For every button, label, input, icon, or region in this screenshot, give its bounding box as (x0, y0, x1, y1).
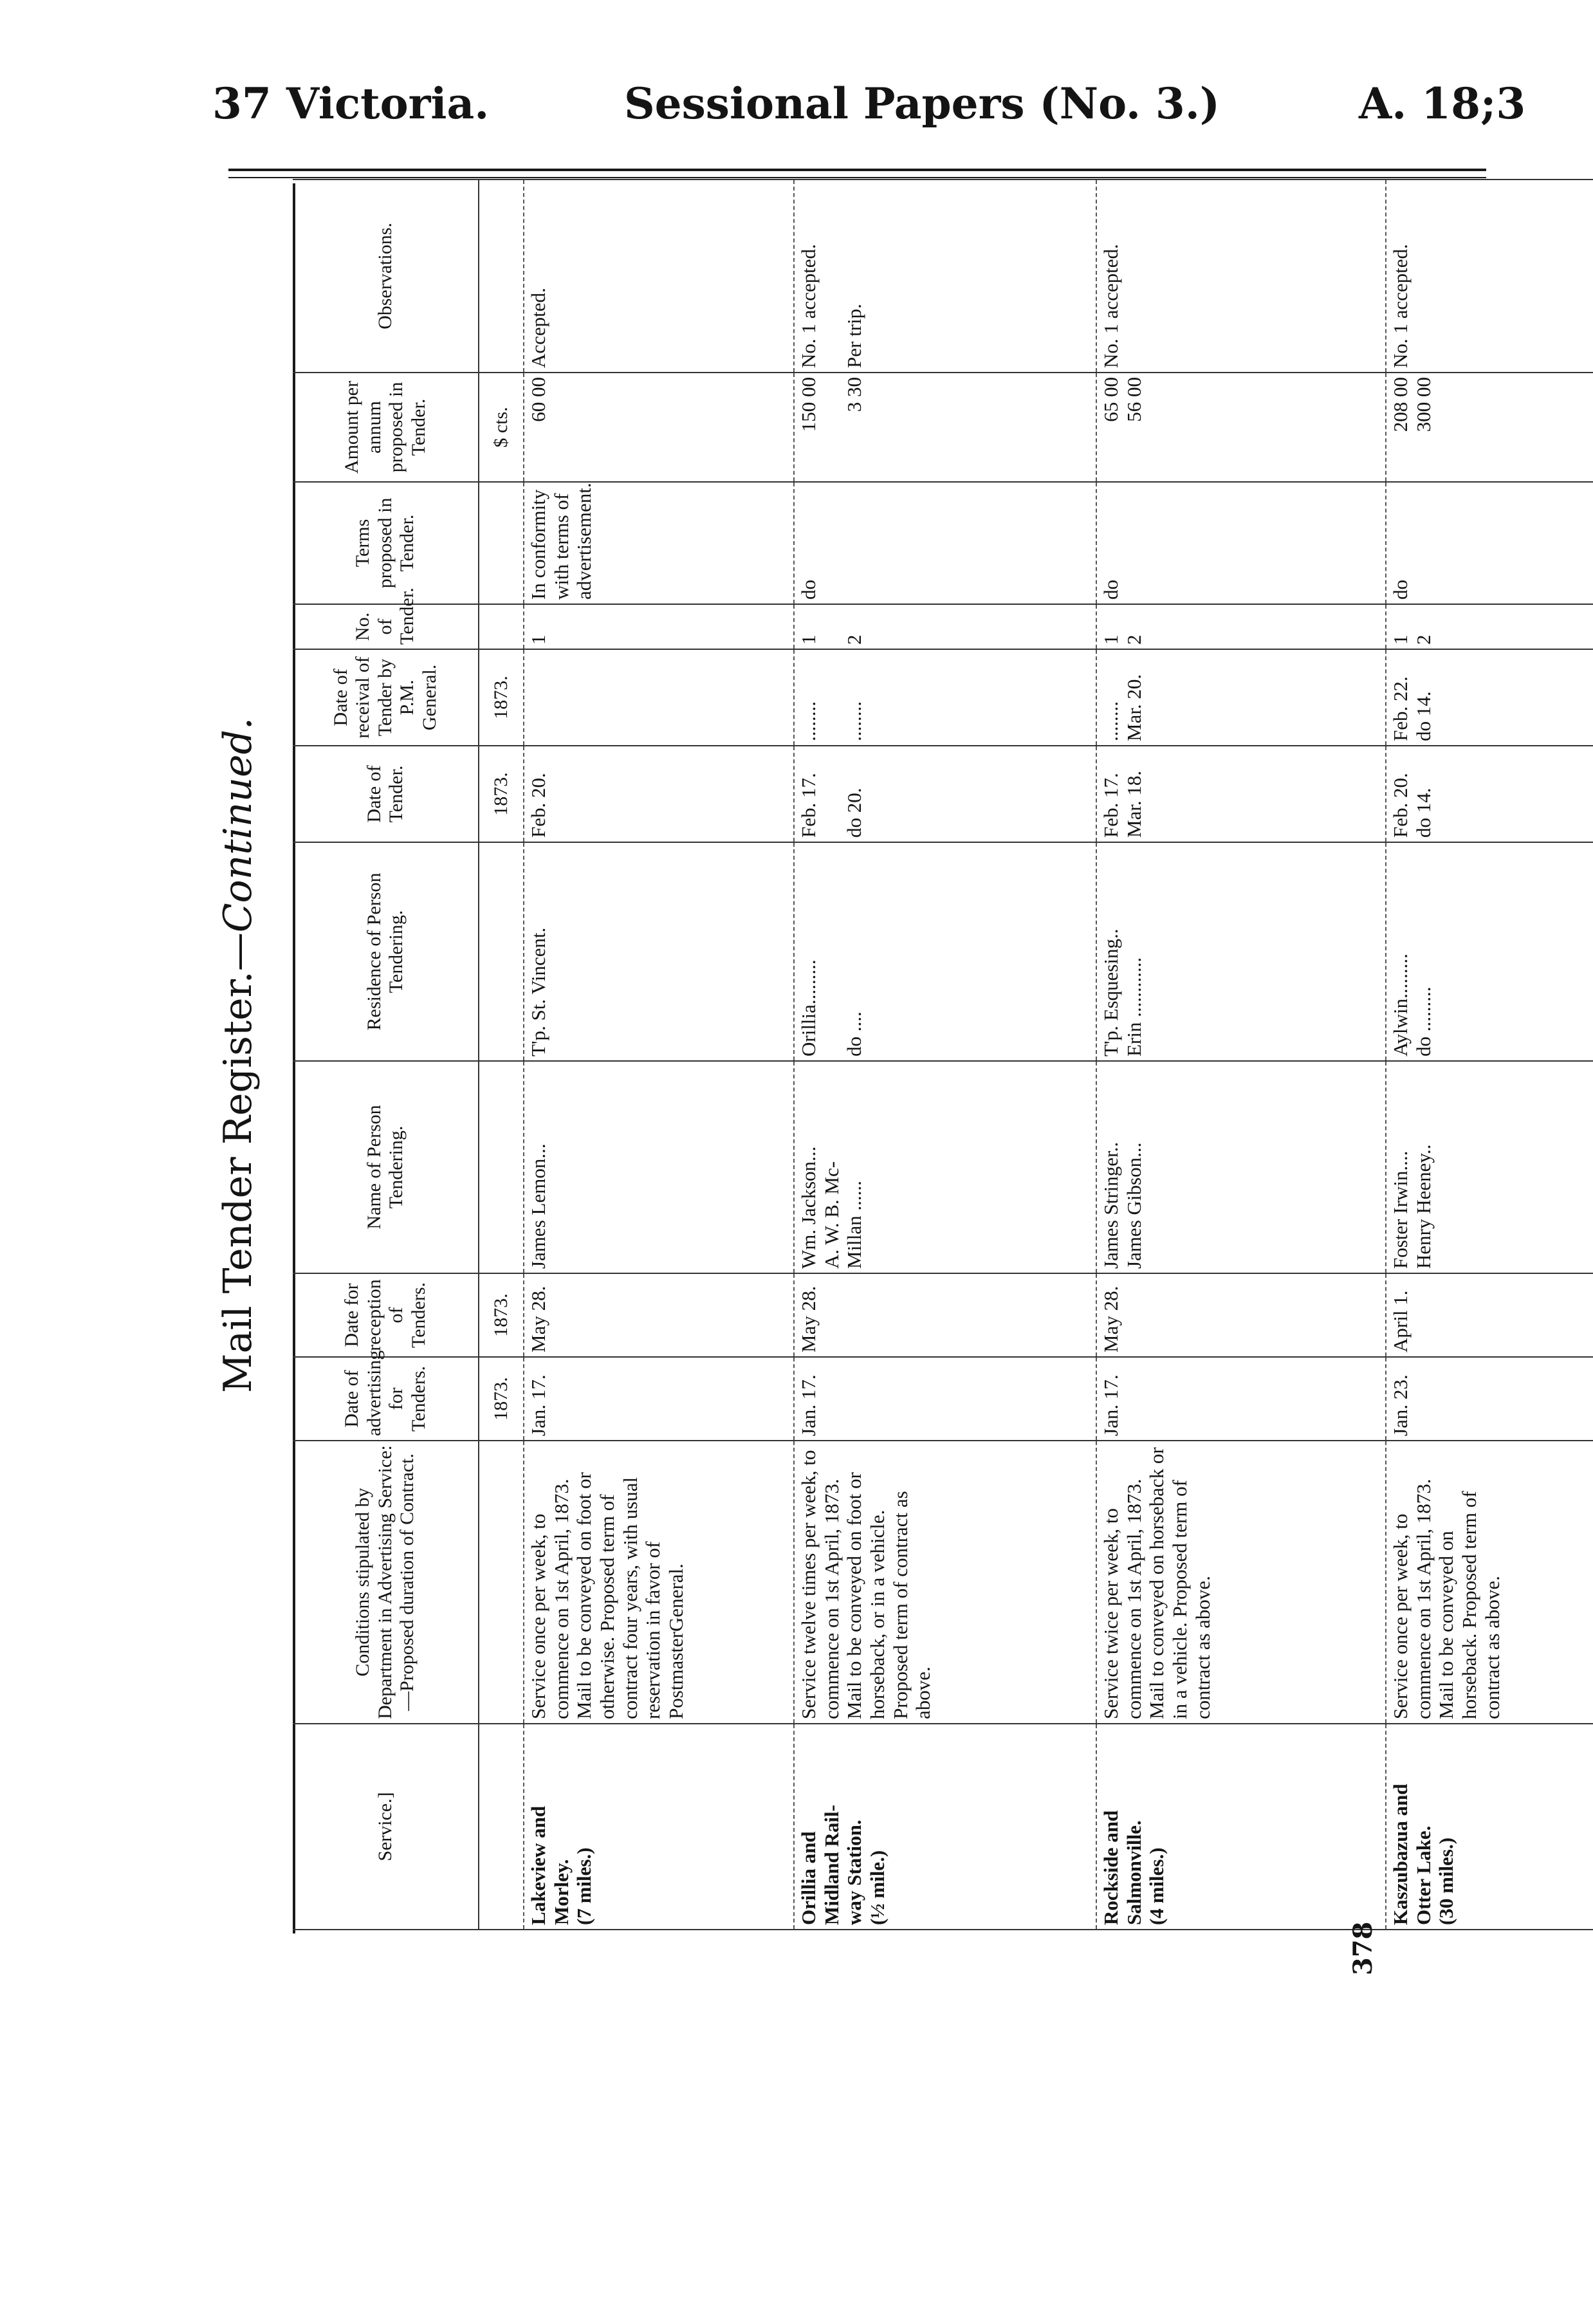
entry-amounts (524, 373, 794, 482)
entry-names-line: Millan ...... (843, 1181, 866, 1269)
header-rule-top (228, 169, 1486, 171)
col-date-receival: Date of receival of Tender by P.M. General. (293, 649, 479, 746)
entry-residences-line: T'p. Esquesing.. (1100, 928, 1122, 1056)
entry-dates-receival (524, 649, 794, 746)
entry-terms (1386, 482, 1593, 604)
rotated-register (216, 180, 1504, 1975)
entry-amounts-line: 3 30 (843, 377, 866, 412)
entry-names (524, 1061, 794, 1273)
mail-tender-table (293, 179, 1593, 1930)
entry-service-line: Morley. (549, 1859, 573, 1925)
entry-observations (524, 180, 794, 373)
title-suffix: —Continued. (216, 717, 261, 972)
col-conditions: Conditions stipulated by Department in Advertising Service:—Proposed duration of Contract. (293, 1441, 479, 1724)
entry-date-rec (1096, 1273, 1386, 1357)
entry-terms (1096, 482, 1386, 604)
title-main: Mail Tender Register. (216, 971, 261, 1393)
entry-dates-tender (524, 746, 794, 842)
entry-date-rec-text: May 28. (527, 1286, 549, 1352)
entry-dates-receival-line: ........ (843, 701, 866, 741)
entry-residences-line: T'p. St. Vincent. (527, 927, 549, 1056)
page-number: 378 (1348, 1921, 1378, 1975)
entry-service-line: Midland Rail- (820, 1805, 843, 1925)
entry-amounts-line: 150 00 (797, 377, 820, 432)
entry-terms-text: do (1389, 580, 1412, 600)
entry-residences-line: do .... (843, 1011, 866, 1056)
header-left: 37 Victoria. (212, 78, 490, 129)
entry-dates-tender (1386, 746, 1593, 842)
entry-service (1096, 1724, 1386, 1930)
entry-conditions-text: Service once per week, to commence on 1st April, 1873. Mail to be conveyed on horseback. Proposed term of contract as above. (1389, 1479, 1504, 1719)
entry-nos-line: 1 (797, 634, 820, 645)
entry-observations (1386, 180, 1593, 373)
entry-dates-receival (794, 649, 1096, 746)
entry-date-rec-text: May 28. (797, 1286, 820, 1352)
table-row (1386, 180, 1593, 1930)
entry-dates-receival-line: Feb. 22. (1389, 676, 1412, 741)
entry-dates-receival-line (820, 654, 843, 741)
entry-service-line: Kaszubazua and (1389, 1784, 1412, 1925)
entry-nos (794, 604, 1096, 649)
entry-dates-tender-line: Feb. 20. (527, 773, 549, 838)
unit-row (479, 180, 524, 1930)
col-service: Service.] (293, 1724, 479, 1930)
entry-amounts-line: 60 00 (527, 377, 549, 422)
entry-dates-tender-line: Feb. 17. (797, 773, 820, 838)
entry-date-adv-text: Jan. 17. (527, 1374, 549, 1436)
col-no-tender: No. of Tender. (293, 604, 479, 649)
entry-date-adv (1386, 1357, 1593, 1441)
unit-amount: $ cts. (479, 373, 524, 482)
entry-service-line: Salmonville. (1122, 1820, 1145, 1925)
entry-dates-tender-line: do 20. (843, 788, 866, 838)
entry-dates-receival-line: Mar. 20. (1122, 674, 1145, 741)
register-title (203, 180, 273, 1930)
entry-names-line: James Stringer.. (1100, 1141, 1122, 1269)
entry-observations-line: No. 1 accepted. (797, 244, 820, 368)
entry-dates-tender (794, 746, 1096, 842)
entry-amounts (794, 373, 1096, 482)
entry-date-adv-text: Jan. 17. (797, 1374, 820, 1436)
entry-observations (1096, 180, 1386, 373)
entry-service-line: Orillia and (797, 1831, 820, 1925)
column-header-row (293, 180, 479, 1930)
entry-observations-line: No. 1 accepted. (1389, 244, 1412, 368)
col-name: Name of Person Tendering. (293, 1061, 479, 1273)
entry-names-line: James Gibson... (1122, 1142, 1145, 1269)
entry-conditions-text: Service twelve times per week, to commence on 1st April, 1873. Mail to be conveyed on foot or horseback, or in a vehicle. Proposed term of contract as above. (797, 1450, 935, 1719)
entry-names-line: Wm. Jackson... (797, 1146, 820, 1269)
entry-nos-line: 2 (1122, 634, 1145, 645)
entry-names-line: James Lemon... (527, 1143, 549, 1269)
col-amount: Amount per annum proposed in Tender. (293, 373, 479, 482)
entry-service-line: (4 miles.) (1145, 1847, 1168, 1925)
col-date-advertising: Date of advertising for Tenders. (293, 1357, 479, 1441)
entry-nos-line (820, 609, 843, 645)
entry-residences-line: Aylwin......... (1389, 954, 1412, 1056)
entry-names (1096, 1061, 1386, 1273)
entry-nos-line: 1 (527, 634, 549, 645)
entry-conditions (1386, 1441, 1593, 1724)
entry-service-line: (7 miles.) (573, 1847, 596, 1925)
entry-dates-tender (1096, 746, 1386, 842)
entry-dates-receival (1386, 649, 1593, 746)
entry-conditions (524, 1441, 794, 1724)
entry-names (794, 1061, 1096, 1273)
entry-service-line: (30 miles.) (1435, 1837, 1458, 1925)
entry-dates-receival-line: ........ (797, 701, 820, 741)
table-row (794, 180, 1096, 1930)
entry-service-line: (½ mile.) (865, 1850, 889, 1925)
entry-names-line: Foster Irwin.... (1389, 1150, 1412, 1269)
unit-date-tender: 1873. (479, 746, 524, 842)
entry-terms-text: do (1100, 580, 1122, 600)
entry-observations-line: Accepted. (527, 288, 549, 368)
table-body (524, 180, 1593, 1930)
entry-amounts-line: 56 00 (1122, 377, 1145, 422)
entry-terms (524, 482, 794, 604)
entry-residences (1096, 842, 1386, 1061)
entry-names-line: A. W. B. Mc- (820, 1161, 843, 1269)
col-observations: Observations. (293, 180, 479, 373)
entry-amounts-line: 208 00 (1389, 377, 1412, 432)
entry-residences-line: do ......... (1412, 986, 1435, 1056)
col-terms: Terms proposed in Tender. (293, 482, 479, 604)
header-center: Sessional Papers (No. 3.) (624, 78, 1220, 129)
entry-terms-text: In conformity with terms of advertisement. (527, 483, 596, 600)
entry-observations (794, 180, 1096, 373)
entry-nos-line: 1 (1389, 634, 1412, 645)
entry-date-adv-text: Jan. 23. (1389, 1374, 1412, 1436)
entry-service-line: Lakeview and (527, 1805, 549, 1925)
entry-terms-text: do (797, 580, 820, 600)
entry-conditions-text: Service twice per week, to commence on 1st April, 1873. Mail to conveyed on horseback or in a vehicle. Proposed term of contract as above. (1100, 1447, 1214, 1719)
entry-amounts-line (820, 377, 843, 477)
entry-dates-receival-line (527, 654, 550, 741)
entry-terms (794, 482, 1096, 604)
unit-date-receival: 1873. (479, 649, 524, 746)
entry-date-adv (1096, 1357, 1386, 1441)
entry-residences-line: Erin ............ (1122, 957, 1145, 1056)
entry-nos (1386, 604, 1593, 649)
entry-residences (524, 842, 794, 1061)
entry-service (1386, 1724, 1593, 1930)
entry-residences (1386, 842, 1593, 1061)
entry-date-rec (794, 1273, 1096, 1357)
entry-service-line: way Station. (843, 1820, 866, 1925)
entry-date-rec (1386, 1273, 1593, 1357)
entry-date-rec-text: April 1. (1389, 1290, 1412, 1352)
col-date-reception: Date for reception of Tenders. (293, 1273, 479, 1357)
unit-date-rec: 1873. (479, 1273, 524, 1357)
entry-service (794, 1724, 1096, 1930)
entry-date-adv (794, 1357, 1096, 1441)
entry-observations-line (820, 184, 843, 368)
entry-conditions (1096, 1441, 1386, 1724)
entry-date-adv (524, 1357, 794, 1441)
table-row (1096, 180, 1386, 1930)
entry-observations-line: No. 1 accepted. (1100, 244, 1122, 368)
entry-date-rec (524, 1273, 794, 1357)
entry-nos-line: 2 (843, 634, 866, 645)
entry-dates-receival-line: ........ (1100, 701, 1122, 741)
entry-residences-line: Orillia......... (797, 959, 820, 1056)
entry-nos (524, 604, 794, 649)
entry-names (1386, 1061, 1593, 1273)
entry-dates-tender-line (820, 750, 843, 838)
entry-residences (794, 842, 1096, 1061)
entry-dates-tender-line: do 14. (1412, 788, 1435, 838)
header-rule-bottom (228, 177, 1486, 178)
col-date-tender: Date of Tender. (293, 746, 479, 842)
entry-dates-tender-line: Feb. 20. (1389, 773, 1412, 838)
entry-observations-line: Per trip. (843, 304, 866, 368)
entry-nos-line: 2 (1412, 634, 1435, 645)
entry-nos-line: 1 (1100, 634, 1122, 645)
entry-amounts-line: 300 00 (1412, 377, 1435, 432)
entry-dates-receival (1096, 649, 1386, 746)
entry-residences-line (820, 847, 843, 1056)
entry-amounts-line: 65 00 (1100, 377, 1122, 422)
entry-amounts (1386, 373, 1593, 482)
unit-date-adv: 1873. (479, 1357, 524, 1441)
entry-dates-tender-line: Mar. 18. (1122, 770, 1145, 838)
entry-date-adv-text: Jan. 17. (1100, 1374, 1122, 1436)
header-right: A. 18;3 (1359, 78, 1526, 129)
entry-conditions-text: Service once per week, to commence on 1st April, 1873. Mail to be conveyed on foot or otherwise. Proposed term of contract four years, with usual reservation in favor of PostmasterGeneral. (527, 1472, 687, 1719)
entry-names-line: Henry Heeney.. (1412, 1144, 1435, 1269)
entry-conditions (794, 1441, 1096, 1724)
table-row (524, 180, 794, 1930)
entry-dates-tender-line: Feb. 17. (1100, 773, 1122, 838)
entry-service (524, 1724, 794, 1930)
entry-dates-receival-line: do 14. (1412, 691, 1435, 741)
entry-date-rec-text: May 28. (1100, 1286, 1122, 1352)
col-residence: Residence of Person Tendering. (293, 842, 479, 1061)
entry-amounts (1096, 373, 1386, 482)
entry-service-line: Otter Lake. (1412, 1825, 1435, 1925)
entry-nos (1096, 604, 1386, 649)
entry-service-line: Rockside and (1100, 1810, 1122, 1925)
